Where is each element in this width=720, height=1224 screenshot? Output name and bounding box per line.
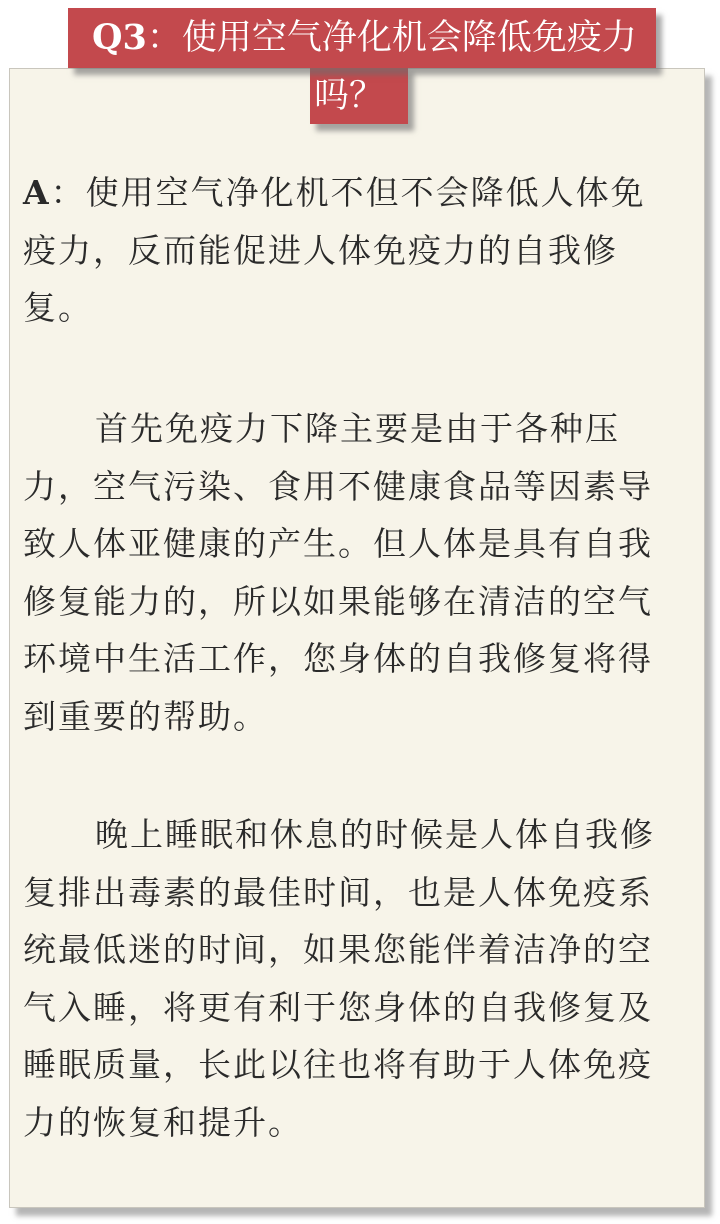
paragraph-line: 气入睡，将更有利于您身体的自我修复及 xyxy=(23,987,653,1027)
answer-separator: ： xyxy=(50,173,86,212)
answer-paragraph-1 xyxy=(23,164,688,337)
question-text-line-2: 吗？ xyxy=(314,76,385,116)
question-separator: ： xyxy=(146,18,182,58)
paragraph-line: 致人体亚健康的产生。但人体是具有自我 xyxy=(23,524,653,563)
question-label: Q3 xyxy=(92,17,147,58)
answer-paragraph-3 xyxy=(23,806,688,1151)
paragraph-line: 睡眠质量，长此以往也将有助于人体免疫 xyxy=(23,1045,653,1084)
question-text-line-1: 使用空气净化机会降低免疫力 xyxy=(181,18,637,58)
paragraph-line: 到重要的帮助。 xyxy=(23,696,268,736)
question-title-line-2 xyxy=(314,74,384,118)
paragraph-line: 复。 xyxy=(23,288,93,327)
paragraph-line: 力，空气污染、食用不健康食品等因素导 xyxy=(23,466,653,506)
paragraph-line: 复排出毒素的最佳时间，也是人体免疫系 xyxy=(23,872,653,912)
paragraph-line: 力的恢复和提升。 xyxy=(23,1102,303,1142)
paragraph-line: 修复能力的，所以如果能够在清洁的空气 xyxy=(23,581,653,621)
paragraph-line xyxy=(23,164,688,222)
paragraph-line: 疫力，反而能促进人体免疫力的自我修 xyxy=(23,230,618,270)
paragraph-line: 晚上睡眠和休息的时候是人体自我修 xyxy=(95,815,655,854)
question-title-line-1 xyxy=(92,16,637,60)
paragraph-line: 首先免疫力下降主要是由于各种压 xyxy=(95,409,620,448)
answer-label: A xyxy=(23,173,51,212)
paragraph-line-text: 使用空气净化机不但不会降低人体免 xyxy=(85,173,646,212)
paragraph-line: 环境中生活工作，您身体的自我修复将得 xyxy=(23,639,653,678)
paragraph-line: 统最低迷的时间，如果您能伴着洁净的空 xyxy=(23,930,653,969)
answer-paragraph-2 xyxy=(23,400,688,745)
